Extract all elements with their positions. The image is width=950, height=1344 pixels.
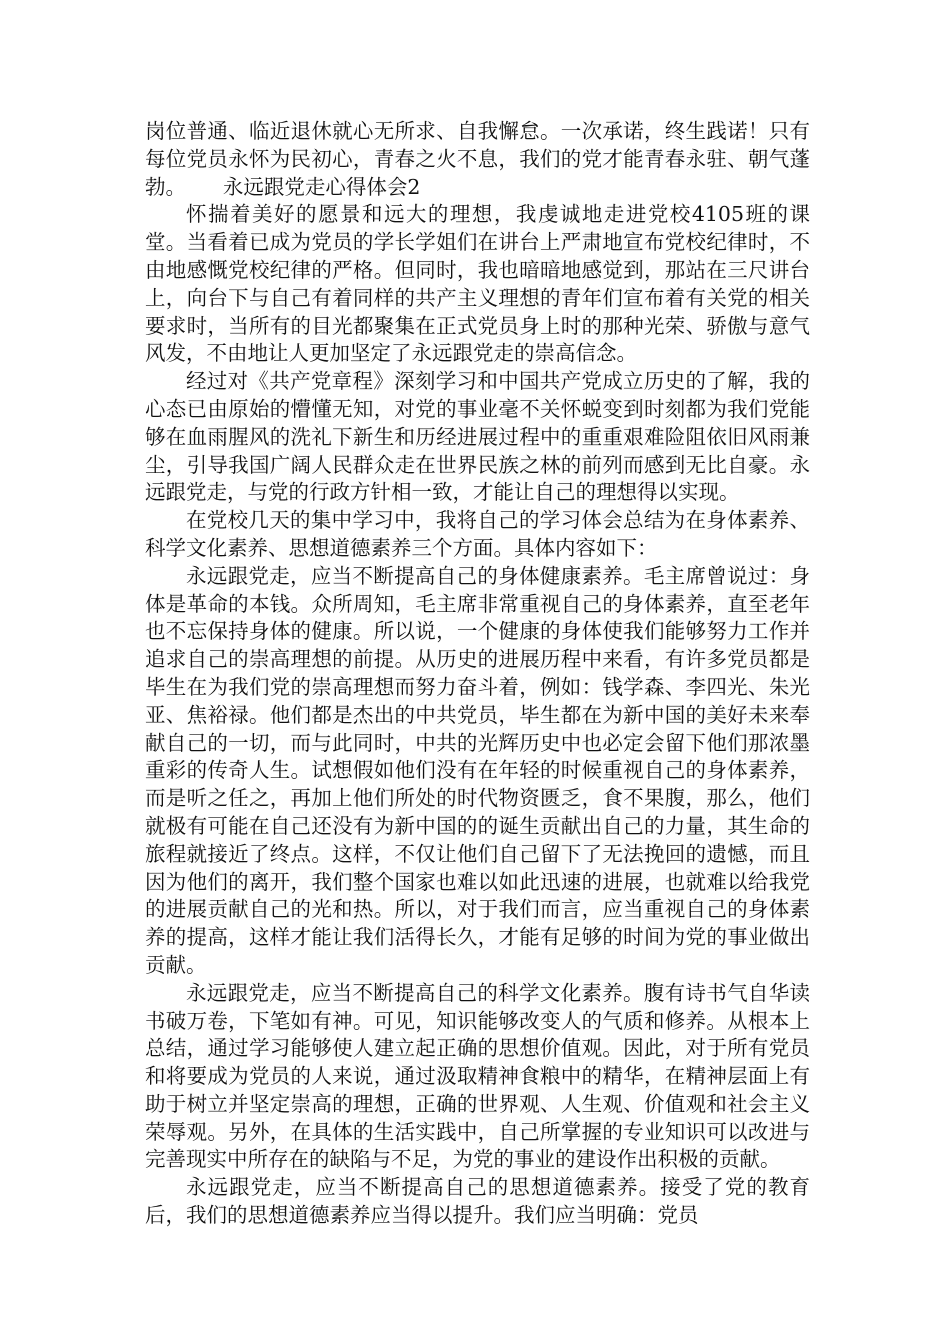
opening-paragraph (145, 118, 810, 201)
body-paragraph-4: 永远跟党走，应当不断提高自己的身体健康素养。毛主席曾说过：身体是革命的本钱。众所周知，毛主席非常重视自己的身体素养，直至老年也不忘保持身体的健康。所以说，一个健康的身体使我们能够努力工作并追求自己的崇高理想的前提。从历史的进展历程中来看，有许多党员都是毕生在为我们党的崇高理想而努力奋斗着，例如：钱学森、李四光、朱光亚、焦裕禄。他们都是杰出的中共党员，毕生都在为新中国的美好未来奉献自己的一切，而与此同时，中共的光辉历史中也必定会留下他们那浓墨重彩的传奇人生。试想假如他们没有在年轻的时候重视自己的身体素养，而是听之任之，再加上他们所处的时代物资匮乏，食不果腹，那么，他们就极有可能在自己还没有为新中国的的诞生贡献出自己的力量，其生命的旅程就接近了终点。这样，不仅让他们自己留下了无法挽回的遗憾，而且因为他们的离开，我们整个国家也难以如此迅速的进展，也就难以给我党的进展贡献自己的光和热。所以，对于我们而言，应当重视自己的身体素养的提高，这样才能让我们活得长久，才能有足够的时间为党的事业做出贡献。 (145, 563, 810, 977)
body-paragraph-1: 怀揣着美好的愿景和远大的理想，我虔诚地走进党校4105班的课堂。当看着已成为党员的学长学姐们在讲台上严肃地宣布党校纪律时，不由地感慨党校纪律的严格。但同时，我也暗暗地感觉到，那站在三尺讲台上，向台下与自己有着同样的共产主义理想的青年们宣布着有关党的相关要求时，当所有的目光都聚集在正式党员身上时的那种光荣、骄傲与意气风发，不由地让人更加坚定了永远跟党走的崇高信念。 (145, 202, 810, 366)
body-paragraph-3: 在党校几天的集中学习中，我将自己的学习体会总结为在身体素养、科学文化素养、思想道德素养三个方面。具体内容如下： (145, 508, 810, 560)
section-heading: 永远跟党走心得体会2 (222, 174, 421, 199)
body-paragraph-6: 永远跟党走，应当不断提高自己的思想道德素养。接受了党的教育后，我们的思想道德素养应当得以提升。我们应当明确：党员 (145, 1175, 810, 1228)
document-page (145, 118, 810, 1230)
body-paragraph-2: 经过对《共产党章程》深刻学习和中国共产党成立历史的了解，我的心态已由原始的懵懂无知，对党的事业毫不关怀蜕变到时刻都为我们党能够在血雨腥风的洗礼下新生和历经进展过程中的重重艰难险阻依旧风雨兼尘，引导我国广阔人民群众走在世界民族之林的前列而感到无比自豪。永远跟党走，与党的行政方针相一致，才能让自己的理想得以实现。 (145, 369, 810, 505)
opening-text: 岗位普通、临近退休就心无所求、自我懈怠。一次承诺，终生践诺！只有每位党员永怀为民初心，青春之火不息，我们的党才能青春永驻、朝气蓬勃。 (145, 119, 810, 199)
body-paragraph-5: 永远跟党走，应当不断提高自己的科学文化素养。腹有诗书气自华读书破万卷，下笔如有神。可见，知识能够改变人的气质和修养。从根本上总结，通过学习能够使人建立起正确的思想价值观。因此，对于所有党员和将要成为党员的人来说，通过汲取精神食粮中的精华，在精神层面上有助于树立并坚定崇高的理想，正确的世界观、人生观、价值观和社会主义荣辱观。另外，在具体的生活实践中，自己所掌握的专业知识可以改进与完善现实中所存在的缺陷与不足，为党的事业的建设作出积极的贡献。 (145, 980, 810, 1172)
